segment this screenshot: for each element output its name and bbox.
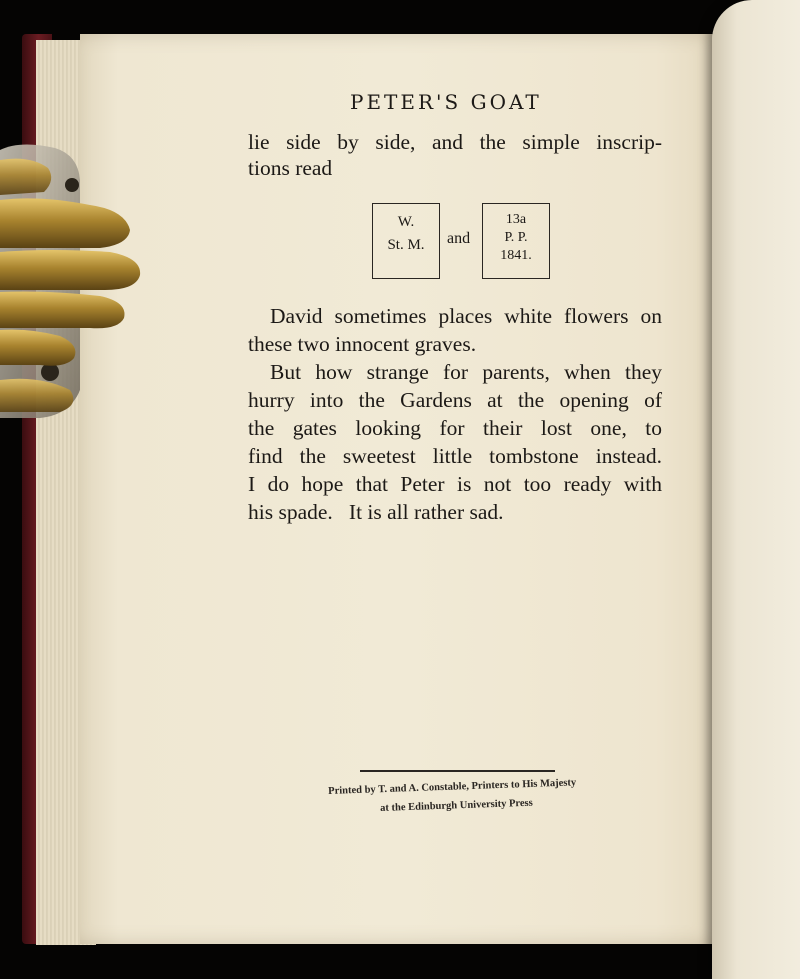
imprint-rule bbox=[360, 770, 555, 772]
printer-imprint-line: at the Edinburgh University Press bbox=[380, 797, 533, 814]
tombstone-left-line: W. bbox=[397, 214, 415, 230]
tombstone-right-line: P. P. bbox=[504, 230, 528, 245]
text-line: tions read bbox=[248, 156, 333, 180]
text-line: lie side by side, and the simple inscrip- bbox=[248, 130, 662, 154]
text-line: I do hope that Peter is not too ready with bbox=[248, 472, 662, 496]
text-line: these two innocent graves. bbox=[248, 332, 477, 356]
tombstone-left-line: St. M. bbox=[387, 237, 425, 253]
tombstone-left bbox=[372, 203, 440, 279]
text-line: find the sweetest little tombstone instead. bbox=[248, 444, 662, 468]
facing-page bbox=[712, 0, 800, 979]
running-head: PETER'S GOAT bbox=[350, 90, 542, 114]
text-line: the gates looking for their lost one, to bbox=[248, 416, 662, 440]
tombstone-right-line: 13a bbox=[505, 212, 527, 227]
text-line: But how strange for parents, when they bbox=[270, 360, 662, 384]
printer-imprint-line: Printed by T. and A. Constable, Printers to His Majesty bbox=[328, 777, 577, 797]
brass-clasp bbox=[0, 140, 145, 420]
text-line: David sometimes places white flowers on bbox=[270, 304, 662, 328]
text-line: his spade. It is all rather sad. bbox=[248, 500, 504, 524]
text-line: hurry into the Gardens at the opening of bbox=[248, 388, 662, 412]
tombstone-right-line: 1841. bbox=[500, 248, 532, 263]
tombstone-connector: and bbox=[447, 230, 471, 247]
tombstone-right bbox=[482, 203, 550, 279]
